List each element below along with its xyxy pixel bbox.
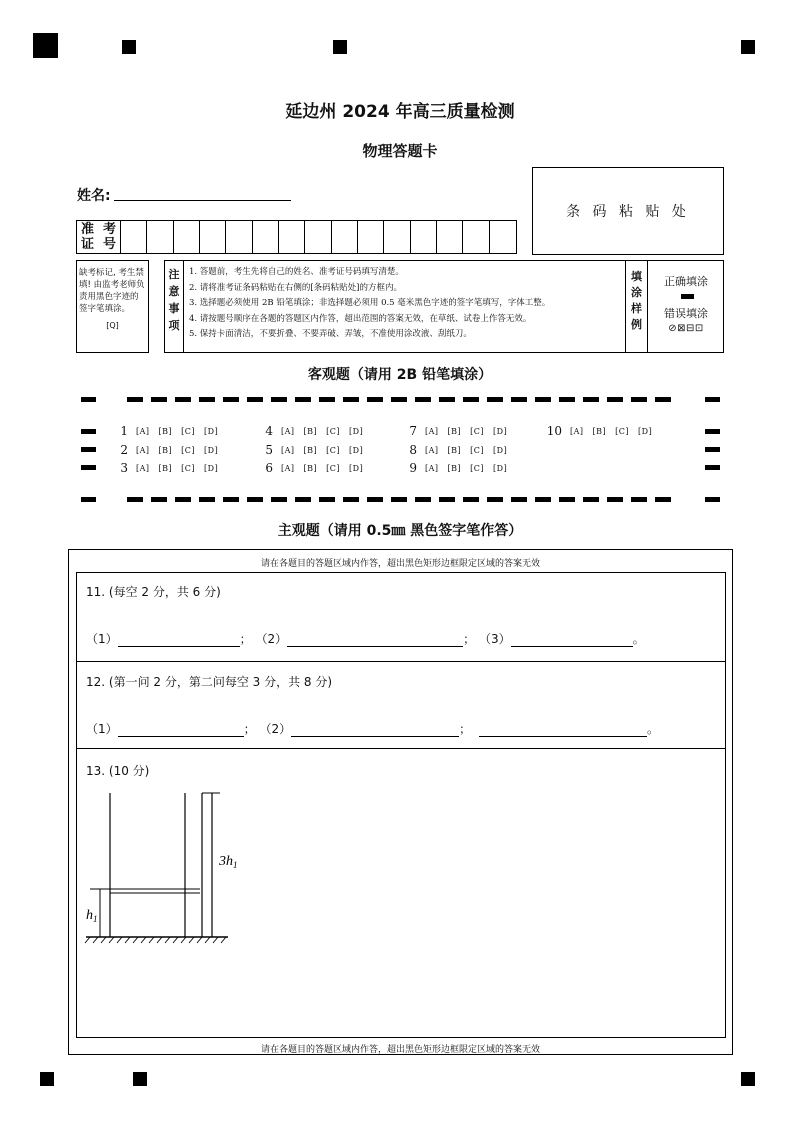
answer-blank[interactable]: [287, 635, 463, 647]
registration-mark: [133, 1072, 147, 1086]
registration-mark: [741, 1072, 755, 1086]
option-d[interactable]: [D]: [204, 445, 219, 455]
blank-label: （1）: [86, 632, 118, 646]
choice-q3: [106, 461, 227, 475]
separator: ；: [463, 632, 476, 646]
timing-mark: [705, 397, 720, 402]
timing-dash: [607, 497, 623, 502]
note-item: 2. 请将准考证条码粘贴在右侧的[条码粘贴处]的方框内。: [189, 282, 402, 293]
timing-dash: [319, 397, 335, 402]
option-c[interactable]: [C]: [181, 445, 196, 455]
choice-q7: [395, 424, 516, 438]
timing-dash: [559, 497, 575, 502]
timing-dash: [271, 497, 287, 502]
q13-figure: [80, 785, 250, 955]
choice-q6: [251, 461, 372, 475]
ticket-cell[interactable]: [121, 221, 147, 253]
option-c[interactable]: [C]: [181, 463, 196, 473]
timing-dash: [151, 497, 167, 502]
timing-dash: [247, 497, 263, 502]
ticket-cell[interactable]: [200, 221, 226, 253]
option-b[interactable]: [B]: [158, 463, 173, 473]
timing-dash: [247, 397, 263, 402]
answer-warning-bottom: 请在各题目的答题区域内作答，超出黑色矩形边框限定区域的答案无效: [260, 1045, 540, 1055]
timing-dash: [343, 497, 359, 502]
timing-dash: [439, 497, 455, 502]
timing-dash: [199, 497, 215, 502]
timing-dash: [535, 397, 551, 402]
choice-q9: [395, 461, 516, 475]
timing-dash: [151, 397, 167, 402]
timing-dash: [463, 397, 479, 402]
question-number: 3: [120, 461, 128, 475]
question-number: 1: [120, 424, 128, 438]
timing-dash: [391, 397, 407, 402]
ticket-number-grid: [76, 220, 517, 254]
barcode-area[interactable]: [532, 167, 724, 255]
ticket-cell[interactable]: [174, 221, 200, 253]
option-a[interactable]: [A]: [425, 463, 439, 473]
option-c[interactable]: [C]: [615, 426, 630, 436]
subjective-title: 主观题（请用 0.5㎜ 黑色签字笔作答）: [277, 523, 523, 539]
question-number: 5: [265, 443, 273, 457]
label-3h1: $3h_1$: [219, 854, 238, 870]
wrong-fill-label: 错误填涂: [664, 307, 708, 320]
timing-mark: [705, 429, 720, 434]
timing-dash: [343, 397, 359, 402]
answer-warning-top: 请在各题目的答题区域内作答，超出黑色矩形边框限定区域的答案无效: [260, 559, 540, 569]
option-b[interactable]: [B]: [447, 463, 462, 473]
timing-dash: [487, 397, 503, 402]
choice-q1: [106, 424, 227, 438]
choice-q2: [106, 443, 227, 457]
timing-mark: [705, 497, 720, 502]
timing-dash: [559, 397, 575, 402]
option-b[interactable]: [B]: [303, 445, 318, 455]
timing-dash: [223, 497, 239, 502]
timing-mark: [81, 497, 96, 502]
separator: ；: [459, 722, 472, 736]
separator: ；: [239, 632, 252, 646]
option-d[interactable]: [D]: [493, 445, 508, 455]
option-c[interactable]: [C]: [470, 463, 485, 473]
separator: ；: [243, 722, 256, 736]
ticket-cell[interactable]: [463, 221, 489, 253]
option-b[interactable]: [B]: [303, 426, 318, 436]
option-b[interactable]: [B]: [158, 445, 173, 455]
page-title: 延边州 2024 年高三质量检测: [285, 102, 515, 122]
option-a[interactable]: [A]: [425, 445, 439, 455]
timing-dash: [415, 397, 431, 402]
option-d[interactable]: [D]: [493, 463, 508, 473]
option-b[interactable]: [B]: [447, 426, 462, 436]
label-h1: $h_1$: [86, 908, 98, 924]
option-c[interactable]: [C]: [326, 426, 341, 436]
ticket-cell[interactable]: [490, 221, 516, 253]
timing-dash: [391, 497, 407, 502]
timing-dash: [655, 497, 671, 502]
timing-dash: [199, 397, 215, 402]
timing-dash: [583, 497, 599, 502]
option-d[interactable]: [D]: [349, 463, 364, 473]
separator: 。: [632, 632, 645, 646]
option-d[interactable]: [D]: [349, 445, 364, 455]
question-divider: [76, 748, 726, 749]
option-a[interactable]: [A]: [281, 445, 295, 455]
timing-dash: [127, 497, 143, 502]
option-b[interactable]: [B]: [447, 445, 462, 455]
choice-q10: [540, 424, 661, 438]
option-d[interactable]: [D]: [493, 426, 508, 436]
note-item: 3. 选择题必须使用 2B 铅笔填涂；非选择题必须用 0.5 毫米黑色字迹的签字笔填写，字体工整。: [189, 298, 551, 308]
timing-mark: [81, 429, 96, 434]
option-b[interactable]: [B]: [303, 463, 318, 473]
q12-blanks: [86, 720, 659, 737]
fill-sample-box: [625, 260, 724, 353]
option-c[interactable]: [C]: [470, 426, 485, 436]
option-a[interactable]: [A]: [281, 463, 295, 473]
timing-mark: [705, 465, 720, 470]
blank-label: （2）: [259, 722, 292, 736]
timing-dash: [655, 397, 671, 402]
ticket-cell[interactable]: [358, 221, 384, 253]
wrong-fill-marks: ⊘⊠⊟⊡: [668, 323, 704, 334]
option-d[interactable]: [D]: [204, 426, 219, 436]
timing-dash: [511, 497, 527, 502]
notes-label: 注 意 事 项: [165, 261, 184, 352]
timing-mark: [81, 397, 96, 402]
timing-dash: [439, 397, 455, 402]
ticket-cell[interactable]: [147, 221, 173, 253]
option-d[interactable]: [D]: [204, 463, 219, 473]
absent-text: 缺考标记, 考生禁填! 由监考老师负责用黑色字迹的签字笔填涂。: [79, 268, 145, 314]
timing-dash: [127, 397, 143, 402]
notes-list: [189, 265, 621, 343]
objective-title: 客观题（请用 2B 铅笔填涂）: [307, 367, 493, 383]
name-label: 姓名:: [77, 188, 111, 204]
option-d[interactable]: [D]: [638, 426, 653, 436]
name-field[interactable]: [114, 200, 291, 201]
timing-dash: [583, 397, 599, 402]
option-a[interactable]: [A]: [425, 426, 439, 436]
registration-mark: [40, 1072, 54, 1086]
option-a[interactable]: [A]: [136, 463, 150, 473]
question-divider: [76, 661, 726, 662]
ticket-cell[interactable]: [437, 221, 463, 253]
question-number: 10: [546, 424, 562, 438]
answer-blank[interactable]: [118, 635, 240, 647]
timing-dash: [223, 397, 239, 402]
answer-blank[interactable]: [118, 725, 244, 737]
timing-dash: [295, 497, 311, 502]
timing-dash: [319, 497, 335, 502]
q11-blanks: [86, 630, 645, 647]
ticket-cell[interactable]: [332, 221, 358, 253]
ticket-cell[interactable]: [253, 221, 279, 253]
note-item: 1. 答题前，考生先将自己的姓名、准考证号码填写清楚。: [189, 267, 404, 277]
choice-q5: [251, 443, 372, 457]
q12-header: 12. (第一问 2 分，第二问每空 3 分，共 8 分): [86, 675, 333, 689]
timing-dash: [511, 397, 527, 402]
question-number: 4: [265, 424, 273, 438]
timing-dash: [175, 397, 191, 402]
choice-q8: [395, 443, 516, 457]
option-c[interactable]: [C]: [470, 445, 485, 455]
option-d[interactable]: [D]: [349, 426, 364, 436]
question-number: 6: [265, 461, 273, 475]
registration-mark: [333, 40, 347, 54]
option-a[interactable]: [A]: [136, 445, 150, 455]
question-number: 2: [120, 443, 128, 457]
timing-dash: [271, 397, 287, 402]
answer-blank[interactable]: [291, 725, 459, 737]
blank-label: （1）: [86, 722, 118, 736]
fill-sample-label: 填 涂 样 例: [626, 261, 648, 352]
ticket-cell[interactable]: [226, 221, 252, 253]
option-b[interactable]: [B]: [158, 426, 173, 436]
ticket-cell[interactable]: [305, 221, 331, 253]
registration-mark: [122, 40, 136, 54]
blank-label: （2）: [255, 632, 288, 646]
question-number: 7: [409, 424, 417, 438]
correct-fill-mark: [681, 294, 694, 299]
q11-header: 11. (每空 2 分，共 6 分): [86, 585, 221, 599]
timing-dash: [175, 497, 191, 502]
option-a[interactable]: [A]: [570, 426, 584, 436]
separator: 。: [646, 722, 659, 736]
timing-dash: [607, 397, 623, 402]
question-number: 9: [409, 461, 417, 475]
option-c[interactable]: [C]: [181, 426, 196, 436]
timing-mark: [81, 447, 96, 452]
q13-header: 13. (10 分): [86, 764, 150, 778]
ticket-cell[interactable]: [384, 221, 410, 253]
tube-diagram: [85, 793, 228, 943]
ticket-cell[interactable]: [411, 221, 437, 253]
registration-mark: [33, 33, 58, 58]
choice-q4: [251, 424, 372, 438]
timing-dash: [535, 497, 551, 502]
correct-fill-label: 正确填涂: [664, 275, 708, 288]
timing-dash: [367, 397, 383, 402]
option-b[interactable]: [B]: [592, 426, 607, 436]
registration-mark: [741, 40, 755, 54]
page-subtitle: 物理答题卡: [362, 142, 438, 160]
ticket-cell[interactable]: [279, 221, 305, 253]
timing-dash: [295, 397, 311, 402]
answer-blank[interactable]: [479, 725, 647, 737]
timing-mark: [81, 465, 96, 470]
notes-box: [164, 260, 626, 353]
note-item: 5. 保持卡面清洁，不要折叠、不要弄破、弄皱，不准使用涂改液、刮纸刀。: [189, 329, 472, 339]
absent-mark-box: [76, 260, 149, 353]
timing-dash: [463, 497, 479, 502]
note-item: 4. 请按题号顺序在各题的答题区内作答，超出范围的答案无效，在草纸、试卷上作答无效。: [189, 313, 532, 324]
option-a[interactable]: [A]: [136, 426, 150, 436]
option-c[interactable]: [C]: [326, 463, 341, 473]
option-c[interactable]: [C]: [326, 445, 341, 455]
ticket-label: 准 考 证 号: [77, 221, 121, 253]
question-number: 8: [409, 443, 417, 457]
timing-mark: [705, 447, 720, 452]
option-a[interactable]: [A]: [281, 426, 295, 436]
timing-dash: [631, 497, 647, 502]
absent-bubble[interactable]: [Q]: [106, 321, 119, 330]
timing-dash: [367, 497, 383, 502]
blank-label: （3）: [478, 632, 511, 646]
timing-dash: [415, 497, 431, 502]
answer-blank[interactable]: [511, 635, 633, 647]
barcode-label: 条 码 粘 贴 处: [566, 204, 690, 220]
timing-dash: [487, 497, 503, 502]
timing-dash: [631, 397, 647, 402]
